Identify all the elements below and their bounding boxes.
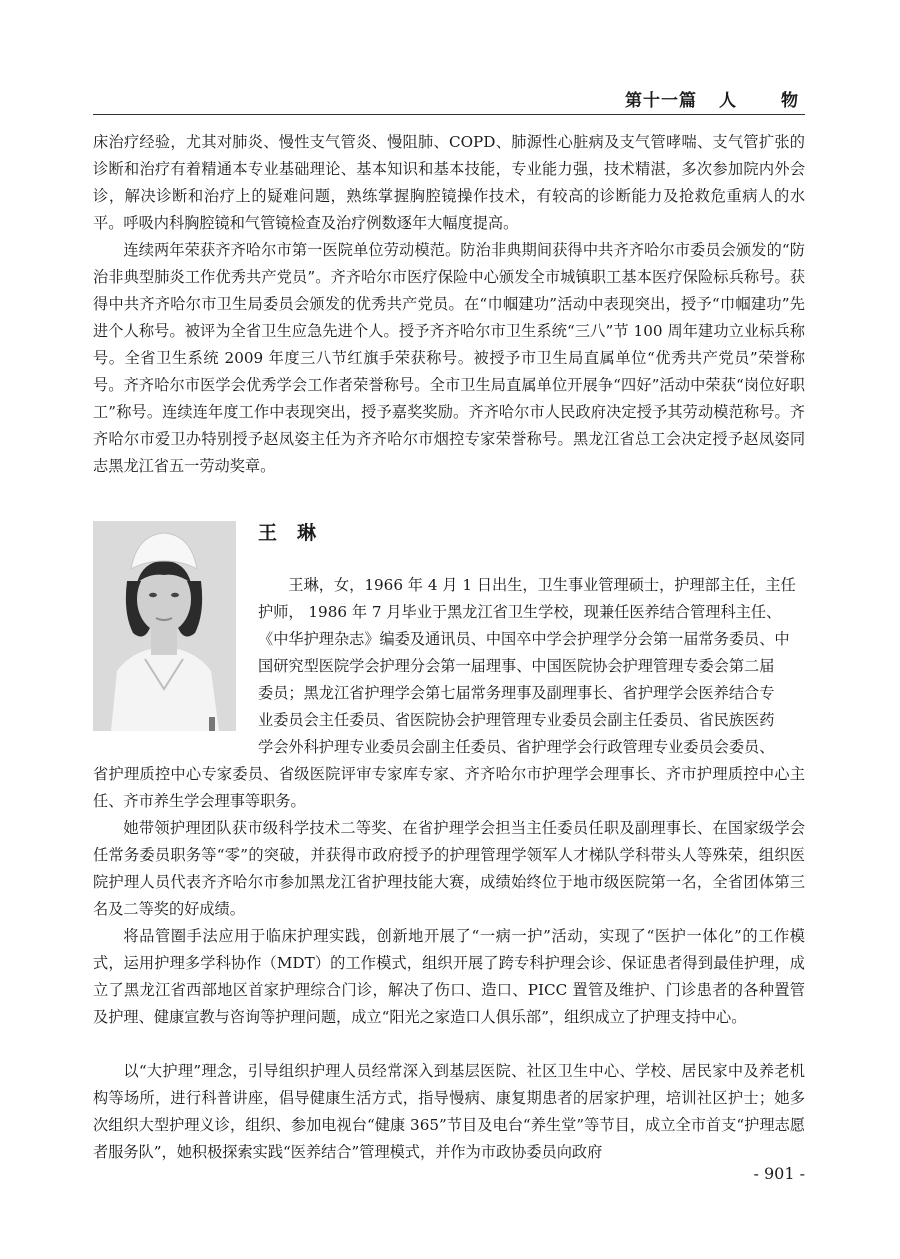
person-name: 王 琳 bbox=[258, 522, 319, 544]
header-rule bbox=[93, 114, 805, 115]
section-title: 第十一篇 人 物 bbox=[625, 91, 799, 111]
running-header bbox=[93, 86, 805, 116]
bio-line: 国研究型医院学会护理分会第一届理事、中国医院协会护理管理专委会第二届 bbox=[258, 657, 775, 675]
portrait-photo bbox=[93, 521, 236, 731]
bio-line: 护师， 1986 年 7 月毕业于黑龙江省卫生学校，现兼任医养结合管理科主任、 bbox=[258, 603, 782, 621]
bio-line: 委员；黑龙江省护理学会第七届常务理事及副理事长、省护理学会医养结合专 bbox=[258, 684, 775, 702]
bio-line: 学会外科护理专业委员会副主任委员、省护理学会行政管理专业委员会委员、 bbox=[258, 738, 775, 756]
body-paragraph: 她带领护理团队获市级科学技术二等奖、在省护理学会担当主任委员任职及副理事长、在国家级学会任常务委员职务等“零”的突破，并获得市政府授予的护理管理学领军人才梯队学科带头人等殊荣，组织医院护理人员代表齐齐哈尔市参加黑龙江省护理技能大赛，成绩始终位于地市级医院第一名，全省团体第三名及二等奖的好成绩。 bbox=[93, 819, 805, 918]
portrait-image bbox=[93, 521, 236, 731]
body-paragraph: 连续两年荣获齐齐哈尔市第一医院单位劳动模范。防治非典期间获得中共齐齐哈尔市委员会颁发的“防治非典型肺炎工作优秀共产党员”。齐齐哈尔市医疗保险中心颁发全市城镇职工基本医疗保险标兵称号。获得中共齐齐哈尔市卫生局委员会颁发的优秀共产党员。在“巾帼建功”活动中表现突出，授予“巾帼建功”先进个人称号。被评为全省卫生应急先进个人。授予齐齐哈尔市卫生系统“三八”节 100 周年建功立业标兵称号。全省卫生系统 2009 年度三八节红旗手荣获称号。被授予市卫生局直属单位“优秀共产党员”荣誉称号。齐齐哈尔市医学会优秀学会工作者荣誉称号。全市卫生局直属单位开展争“四好”活动中荣获“岗位好职工”称号。连续连年度工作中表现突出，授予嘉奖奖励。齐齐哈尔市人民政府决定授予其劳动模范称号。齐齐哈尔市爱卫办特别授予赵凤姿主任为齐齐哈尔市烟控专家荣誉称号。黑龙江省总工会决定授予赵凤姿同志黑龙江省五一劳动奖章。 bbox=[93, 241, 805, 475]
bio-line: 王琳，女，1966 年 4 月 1 日出生，卫生事业管理硕士，护理部主任，主任 bbox=[288, 576, 796, 594]
bio-line: 业委员会主任委员、省医院协会护理管理专业委员会副主任委员、省民族医药 bbox=[258, 711, 775, 729]
bio-line: 《中华护理杂志》编委及通讯员、中国卒中学会护理学分会第一届常务委员、中 bbox=[258, 630, 790, 648]
body-paragraph: 将品管圈手法应用于临床护理实践，创新地开展了“一病一护”活动，实现了“医护一体化”的工作模式，运用护理多学科协作（MDT）的工作模式，组织开展了跨专科护理会诊、保证患者得到最佳护理，成立了黑龙江省西部地区首家护理综合门诊，解决了伤口、造口、PICC 置管及维护、门诊患者的各种置管及护理、健康宣教与咨询等护理问题，成立“阳光之家造口人俱乐部”，组织成立了护理支持中心。 bbox=[93, 927, 805, 1026]
page-number: - 901 - bbox=[753, 1164, 805, 1183]
body-paragraph: 省护理质控中心专家委员、省级医院评审专家库专家、齐齐哈尔市护理学会理事长、齐市护理质控中心主任、齐市养生学会理事等职务。 bbox=[93, 765, 805, 810]
body-paragraph: 床治疗经验，尤其对肺炎、慢性支气管炎、慢阻肺、COPD、肺源性心脏病及支气管哮喘、支气管扩张的诊断和治疗有着精通本专业基础理论、基本知识和基本技能，专业能力强，技术精湛，多次参加院内外会诊，解决诊断和治疗上的疑难问题，熟练掌握胸腔镜操作技术，有较高的诊断能力及抢救危重病人的水平。呼吸内科胸腔镜和气管镜检查及治疗例数逐年大幅度提高。 bbox=[93, 133, 805, 232]
body-paragraph: 以“大护理”理念，引导组织护理人员经常深入到基层医院、社区卫生中心、学校、居民家中及养老机构等场所，进行科普讲座，倡导健康生活方式，指导慢病、康复期患者的居家护理，培训社区护士；她多次组织大型护理义诊，组织、参加电视台“健康 365”节目及电台“养生堂”等节目，成立全市首支“护理志愿者服务队”，她积极探索实践“医养结合”管理模式，并作为市政协委员向政府 bbox=[93, 1062, 805, 1161]
